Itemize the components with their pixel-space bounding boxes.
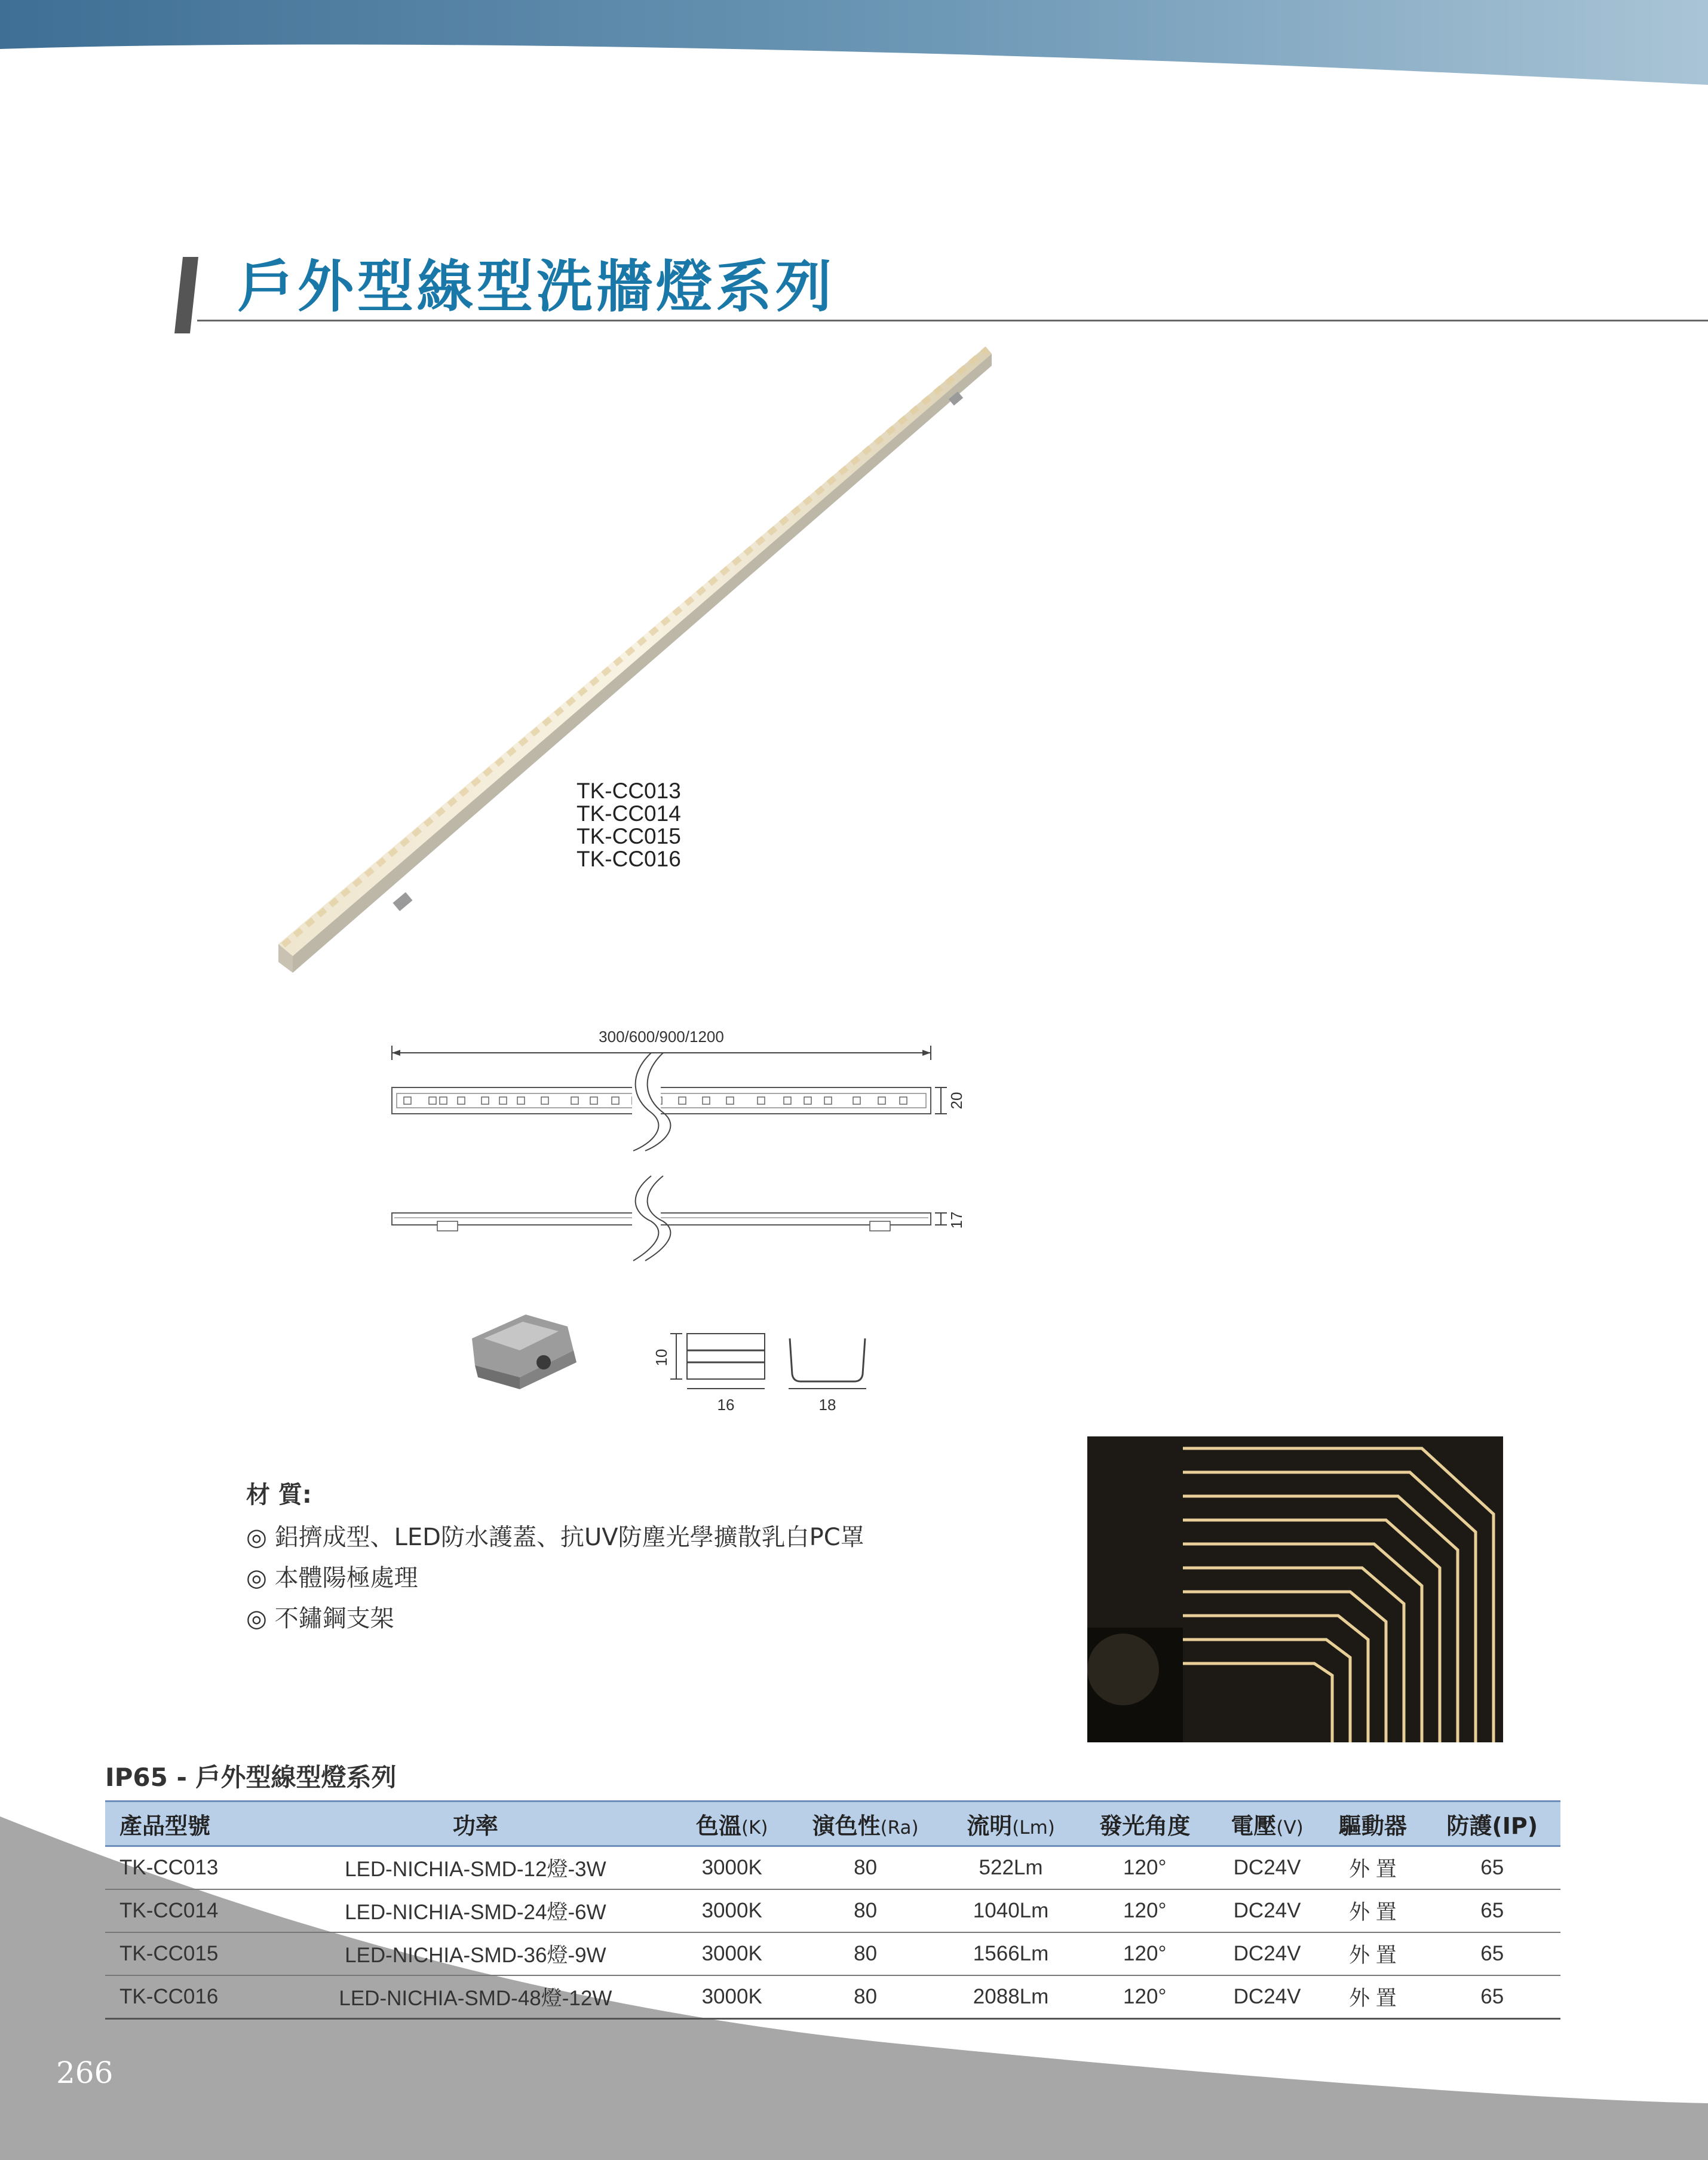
cell-ip: 65 [1424, 1975, 1560, 2019]
cell-driver: 外 置 [1321, 1932, 1424, 1975]
col-driver: 驅動器 [1321, 1801, 1424, 1846]
col-cri: 演色性(Ra) [786, 1801, 945, 1846]
table-row [105, 1846, 1560, 1890]
height-label-side: 17 [947, 1211, 965, 1229]
height-label-top: 20 [947, 1092, 965, 1110]
cell-voltage: DC24V [1213, 1975, 1321, 2019]
cell-cct: 3000K [678, 1932, 786, 1975]
cell-flux: 2088Lm [945, 1975, 1077, 2019]
model-item: TK-CC014 [577, 801, 681, 826]
material-section [246, 1476, 1083, 1639]
col-cct: 色溫(K) [678, 1801, 786, 1846]
installation-photo [1087, 1436, 1503, 1742]
material-item: ◎ 本體陽極處理 [246, 1564, 418, 1592]
cell-cct: 3000K [678, 1975, 786, 2019]
cell-power: LED-NICHIA-SMD-12燈-3W [273, 1846, 678, 1890]
model-item: TK-CC013 [577, 779, 681, 803]
cell-flux: 1566Lm [945, 1932, 1077, 1975]
cell-cri: 80 [786, 1975, 945, 2019]
clip-profile-drawing [789, 1338, 866, 1414]
cell-model: TK-CC015 [105, 1932, 273, 1975]
page-number: 266 [56, 2055, 114, 2090]
table-row [105, 1975, 1560, 2019]
cell-ip: 65 [1424, 1932, 1560, 1975]
clip-front-drawing [652, 1334, 765, 1414]
top-view-bar [392, 1053, 965, 1151]
table-title: IP65 - 戶外型線型燈系列 [105, 1763, 397, 1792]
model-item: TK-CC015 [577, 824, 681, 848]
cell-cct: 3000K [678, 1846, 786, 1890]
product-photo-light-bar [275, 341, 1004, 992]
cell-angle: 120° [1077, 1846, 1213, 1890]
header-wave-decoration [0, 0, 1708, 90]
cell-voltage: DC24V [1213, 1889, 1321, 1932]
cell-ip: 65 [1424, 1889, 1560, 1932]
cell-cct: 3000K [678, 1889, 786, 1932]
cell-cri: 80 [786, 1932, 945, 1975]
side-view-bar [392, 1176, 965, 1261]
cell-cri: 80 [786, 1846, 945, 1890]
cell-model: TK-CC016 [105, 1975, 273, 2019]
cell-driver: 外 置 [1321, 1889, 1424, 1932]
model-list [577, 780, 681, 871]
table-row [105, 1889, 1560, 1932]
clip-width-label-b: 18 [818, 1396, 836, 1414]
col-voltage: 電壓(V) [1213, 1801, 1321, 1846]
cell-flux: 522Lm [945, 1846, 1077, 1890]
cell-cri: 80 [786, 1889, 945, 1932]
clip-photo [472, 1315, 577, 1389]
spec-table [105, 1800, 1560, 2020]
clip-width-label-a: 16 [717, 1396, 735, 1414]
model-item: TK-CC016 [577, 847, 681, 871]
length-label: 300/600/900/1200 [599, 1028, 724, 1046]
cell-flux: 1040Lm [945, 1889, 1077, 1932]
cell-voltage: DC24V [1213, 1932, 1321, 1975]
table-header-row [105, 1801, 1560, 1846]
cell-model: TK-CC014 [105, 1889, 273, 1932]
col-flux: 流明(Lm) [945, 1801, 1077, 1846]
col-power: 功率 [273, 1801, 678, 1846]
cell-power: LED-NICHIA-SMD-48燈-12W [273, 1975, 678, 2019]
cell-angle: 120° [1077, 1932, 1213, 1975]
cell-angle: 120° [1077, 1889, 1213, 1932]
material-item: ◎ 不鏽鋼支架 [246, 1605, 394, 1632]
clip-height-label: 10 [652, 1349, 670, 1367]
dimension-drawings [370, 1016, 1004, 1470]
table-row [105, 1932, 1560, 1975]
title-slash-mark [174, 257, 198, 333]
cell-power: LED-NICHIA-SMD-36燈-9W [273, 1932, 678, 1975]
cell-model: TK-CC013 [105, 1846, 273, 1890]
material-heading: 材 質: [246, 1481, 312, 1509]
cell-driver: 外 置 [1321, 1975, 1424, 2019]
col-ip: 防護(IP) [1424, 1801, 1560, 1846]
page-title: 戶外型線型洗牆燈系列 [238, 255, 836, 320]
cell-voltage: DC24V [1213, 1846, 1321, 1890]
cell-power: LED-NICHIA-SMD-24燈-6W [273, 1889, 678, 1932]
col-angle: 發光角度 [1077, 1801, 1213, 1846]
cell-driver: 外 置 [1321, 1846, 1424, 1890]
col-model: 產品型號 [105, 1801, 273, 1846]
title-divider [197, 320, 1708, 321]
material-item: ◎ 鋁擠成型、LED防水護蓋、抗UV防塵光學擴散乳白PC罩 [246, 1524, 864, 1551]
cell-ip: 65 [1424, 1846, 1560, 1890]
cell-angle: 120° [1077, 1975, 1213, 2019]
